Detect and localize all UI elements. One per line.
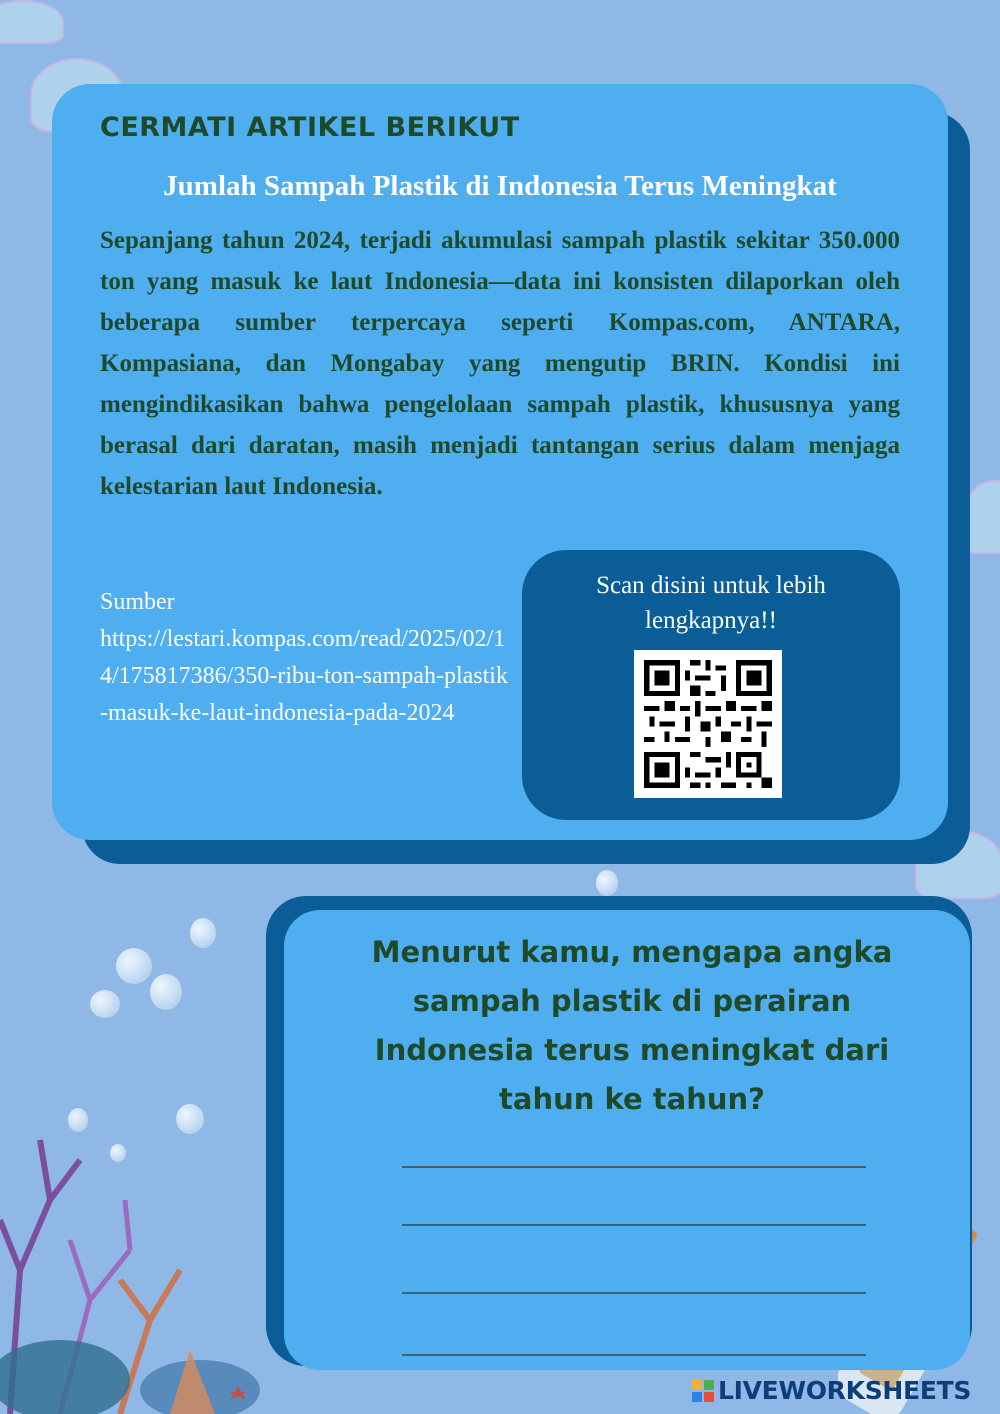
bubble-decoration [150, 974, 182, 1010]
article-card [52, 84, 948, 840]
qr-caption: Scan disini untuk lebih lengkapnya!! [596, 572, 826, 634]
liveworksheets-logo-icon [692, 1380, 714, 1402]
bubble-decoration [190, 918, 216, 948]
answer-line-1[interactable] [402, 1166, 866, 1168]
coral-decoration [0, 1020, 290, 1414]
bubble-decoration [596, 870, 618, 896]
qr-code-icon[interactable] [634, 650, 782, 798]
answer-line-4[interactable] [402, 1354, 866, 1356]
jellyfish-decoration [0, 0, 64, 44]
question-text: Menurut kamu, mengapa angka sampah plastik di perairan Indonesia terus meningkat dari tahun ke tahun? [371, 935, 893, 1116]
article-heading: CERMATI ARTIKEL BERIKUT [100, 112, 520, 143]
article-title: Jumlah Sampah Plastik di Indonesia Terus Meningkat [163, 170, 837, 202]
question-card [284, 910, 970, 1370]
watermark-text: LIVEWORKSHEETS [718, 1376, 972, 1405]
bubble-decoration [116, 948, 152, 984]
answer-line-2[interactable] [402, 1224, 866, 1226]
liveworksheets-watermark [692, 1376, 971, 1405]
source-url[interactable]: https://lestari.kompas.com/read/2025/02/14/175817386/350-ribu-ton-sampah-plastik-masuk-ke-laut-indonesia-pada-2024 [100, 626, 508, 726]
source-block [100, 584, 510, 732]
source-label: Sumber [100, 589, 175, 615]
qr-box [522, 550, 900, 820]
bubble-decoration [90, 990, 120, 1018]
article-body: Sepanjang tahun 2024, terjadi akumulasi sampah plastik sekitar 350.000 ton yang masuk ke laut Indonesia—data ini konsisten dilaporkan oleh beberapa sumber terpercaya seperti Kompas.com, ANTARA, Kompasiana, dan Mongabay yang mengutip BRIN. Kondisi ini mengindikasikan bahwa pengelolaan sampah plastik, khususnya yang berasal dari daratan, masih menjadi tantangan serius dalam menjaga kelestarian laut Indonesia. [100, 227, 900, 500]
answer-line-3[interactable] [402, 1292, 866, 1294]
